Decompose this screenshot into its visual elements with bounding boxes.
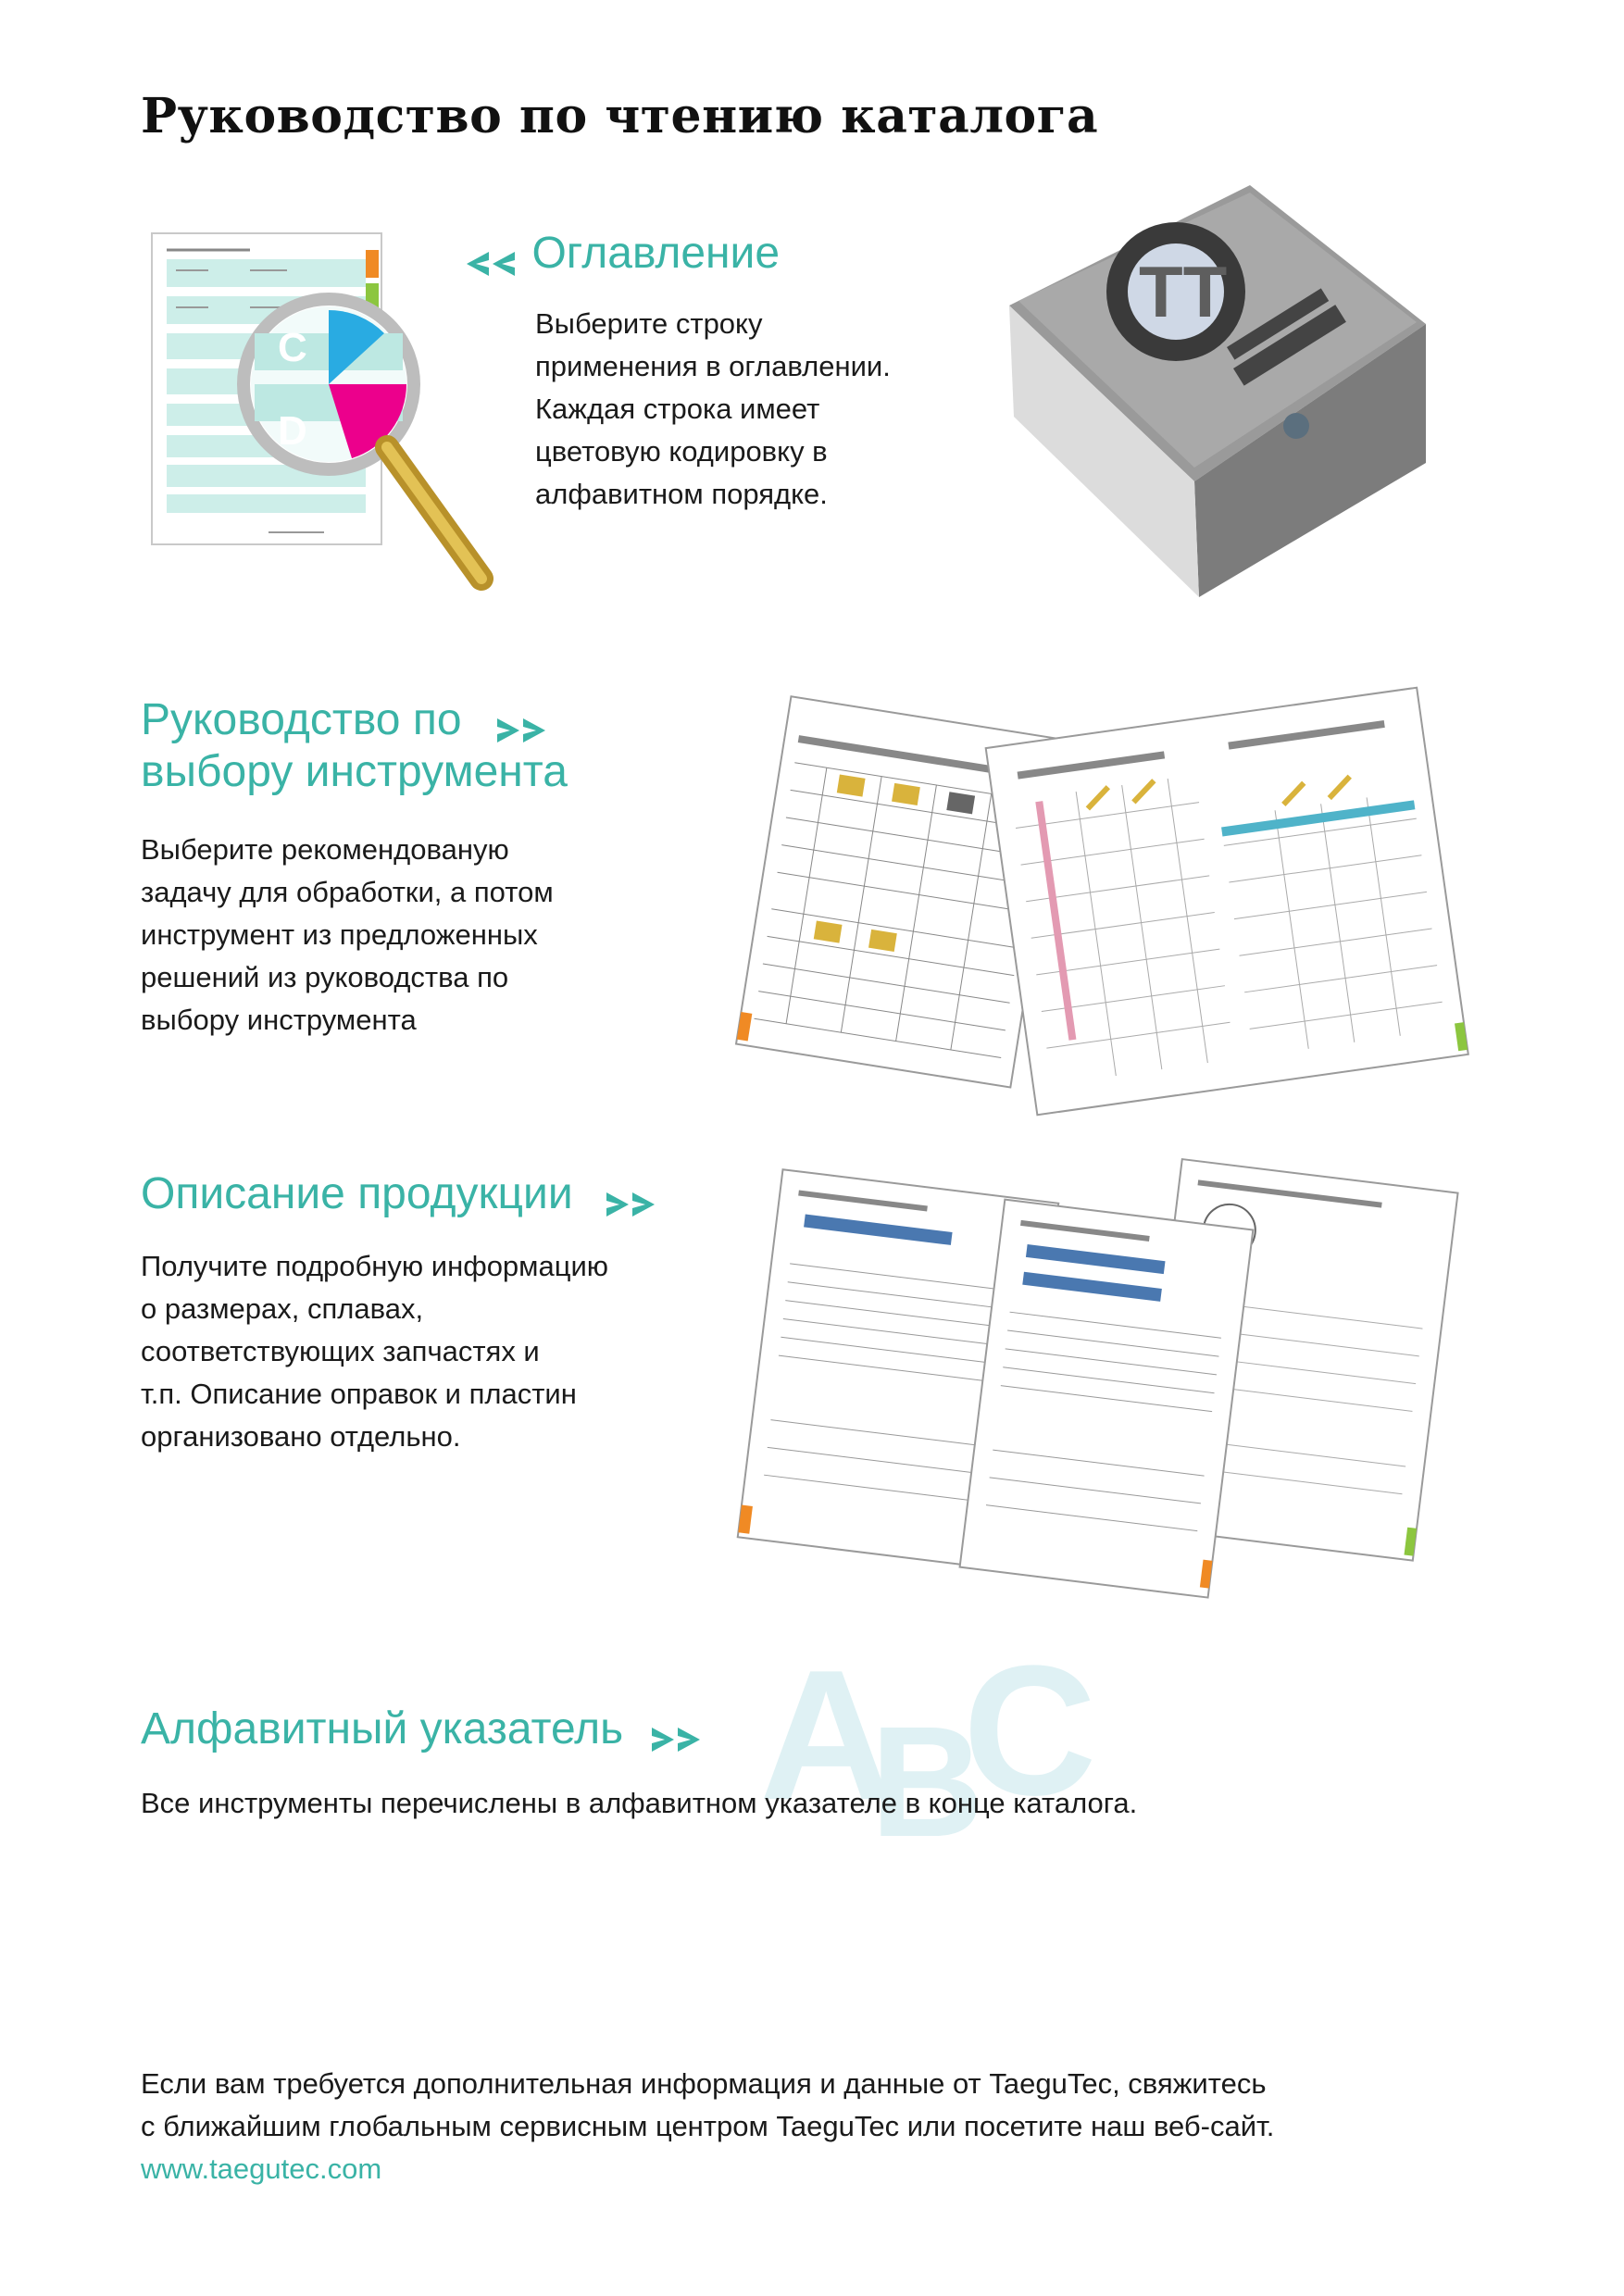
- catalog-book-illustration: [991, 185, 1472, 611]
- text-line: Выберите рекомендованую: [141, 833, 509, 866]
- text-line: решений из руководства по: [141, 961, 509, 993]
- text-line: соответствующих запчастях и: [141, 1335, 540, 1367]
- index-heading: [141, 1703, 807, 1755]
- text-line: организовано отдельно.: [141, 1420, 461, 1453]
- text-line: применения в оглавлении.: [535, 350, 891, 382]
- website-link[interactable]: www.taegutec.com: [141, 2152, 382, 2185]
- footer-line: с ближайшим глобальным сервисным центром TaeguTec или посетите наш веб-сайт.: [141, 2110, 1275, 2142]
- page-title: Руководство по чтению каталога: [141, 88, 1099, 144]
- footer-line: Если вам требуется дополнительная информация и данные от TaeguTec, свяжитесь: [141, 2067, 1267, 2100]
- contents-description: [535, 303, 1017, 516]
- svg-text:C: C: [278, 325, 307, 370]
- text-line: о размерах, сплавах,: [141, 1292, 424, 1325]
- double-chevron-left-icon: [461, 250, 518, 278]
- text-line: инструмент из предложенных: [141, 918, 538, 951]
- footer: [141, 2063, 1274, 2190]
- tool-guide-title-line1: Руководство по: [141, 695, 462, 744]
- text-line: алфавитном порядке.: [535, 478, 828, 510]
- tool-guide-pages-illustration: [731, 685, 1472, 1120]
- abc-decor-letter: A: [759, 1632, 893, 1839]
- contents-title: Оглавление: [531, 229, 781, 278]
- tool-guide-heading: [141, 694, 659, 798]
- products-title: Описание продукции: [141, 1169, 573, 1218]
- contents-heading: [461, 228, 780, 280]
- catalog-book-icon: [991, 185, 1472, 611]
- text-line: цветовую кодировку в: [535, 435, 828, 468]
- text-line: выбору инструмента: [141, 1004, 417, 1036]
- text-line: Получите подробную информацию: [141, 1250, 609, 1282]
- products-heading: [141, 1168, 789, 1220]
- double-chevron-right-icon: [603, 1191, 660, 1218]
- double-chevron-right-icon: [493, 717, 551, 744]
- svg-text:TT: TT: [1139, 251, 1228, 332]
- index-description: Все инструменты перечислены в алфавитном указателе в конце каталога.: [141, 1787, 1138, 1819]
- product-description-pages-icon: [731, 1157, 1472, 1602]
- double-chevron-right-icon: [648, 1726, 706, 1753]
- abc-decor-letter: B: [870, 1694, 984, 1870]
- tool-guide-title-line2: выбору инструмента: [141, 747, 568, 796]
- text-line: т.п. Описание оправок и пластин: [141, 1378, 577, 1410]
- product-pages-illustration: [731, 1157, 1472, 1602]
- index-title: Алфавитный указатель: [141, 1704, 624, 1753]
- svg-text:D: D: [278, 408, 307, 454]
- text-line: Каждая строка имеет: [535, 393, 820, 425]
- products-description: [141, 1245, 733, 1458]
- abc-decor-letter: C: [963, 1628, 1097, 1834]
- text-line: задачу для обработки, а потом: [141, 876, 554, 908]
- catalog-table-pages-icon: [731, 685, 1472, 1120]
- tool-guide-description: [141, 829, 696, 1042]
- text-line: Выберите строку: [535, 307, 763, 340]
